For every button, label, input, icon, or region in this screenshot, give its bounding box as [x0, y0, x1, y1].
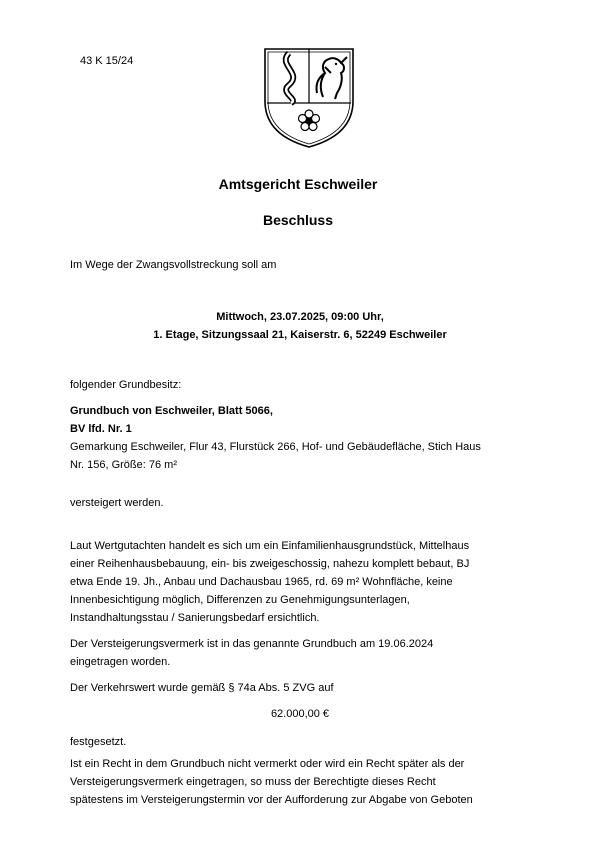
grundbesitz-label: folgender Grundbesitz: [70, 379, 182, 391]
verkehrswert-amount: 62.000,00 € [270, 708, 330, 720]
gemarkung-line-2: Nr. 156, Größe: 76 m² [70, 459, 177, 471]
coat-of-arms-icon [259, 43, 359, 151]
gutachten-line: einer Reihenhausbebauung, ein- bis zweigeschossig, nahezu komplett bebaut, BJ [70, 558, 470, 570]
vermerk-line: Der Versteigerungsvermerk ist in das genannte Grundbuch am 19.06.2024 [70, 638, 434, 650]
gutachten-line: Innenbesichtigung möglich, Differenzen zu Genehmigungsunterlagen, [70, 594, 410, 606]
termin-datetime: Mittwoch, 23.07.2025, 09:00 Uhr, [216, 311, 384, 323]
vermerk-line: eingetragen worden. [70, 656, 171, 668]
aktenzeichen: 43 K 15/24 [80, 55, 134, 67]
festgesetzt-text: festgesetzt. [70, 736, 127, 748]
document-type: Beschluss [262, 212, 334, 228]
gutachten-line: Laut Wertgutachten handelt es sich um ein Einfamilienhausgrundstück, Mittelhaus [70, 540, 470, 552]
gemarkung-line-1: Gemarkung Eschweiler, Flur 43, Flurstück 266, Hof- und Gebäudefläche, Stich Haus [70, 441, 481, 453]
verkehrswert-text: Der Verkehrswert wurde gemäß § 74a Abs. 5 ZVG auf [70, 682, 334, 694]
termin-location: 1. Etage, Sitzungssaal 21, Kaiserstr. 6, 52249 Eschweiler [153, 329, 447, 341]
grundbuch-heading: Grundbuch von Eschweiler, Blatt 5066, [70, 405, 273, 417]
recht-line: Ist ein Recht in dem Grundbuch nicht vermerkt oder wird ein Recht später als der [70, 758, 465, 770]
vermerk-paragraph [70, 635, 540, 671]
recht-paragraph [70, 755, 540, 809]
gutachten-paragraph [70, 537, 540, 627]
intro-text: Im Wege der Zwangsvollstreckung soll am [70, 259, 277, 271]
court-name: Amtsgericht Eschweiler [218, 176, 378, 192]
recht-line: Versteigerungsvermerk eingetragen, so muss der Berechtigte dieses Recht [70, 776, 436, 788]
recht-line: spätestens im Versteigerungstermin vor der Aufforderung zur Abgabe von Geboten [70, 794, 473, 806]
gutachten-line: etwa Ende 19. Jh., Anbau und Dachausbau 1965, rd. 69 m² Wohnfläche, keine [70, 576, 453, 588]
versteigert-text: versteigert werden. [70, 497, 164, 509]
gutachten-line: Instandhaltungsstau / Sanierungsbedarf ersichtlich. [70, 612, 320, 624]
bv-number: BV lfd. Nr. 1 [70, 423, 132, 435]
